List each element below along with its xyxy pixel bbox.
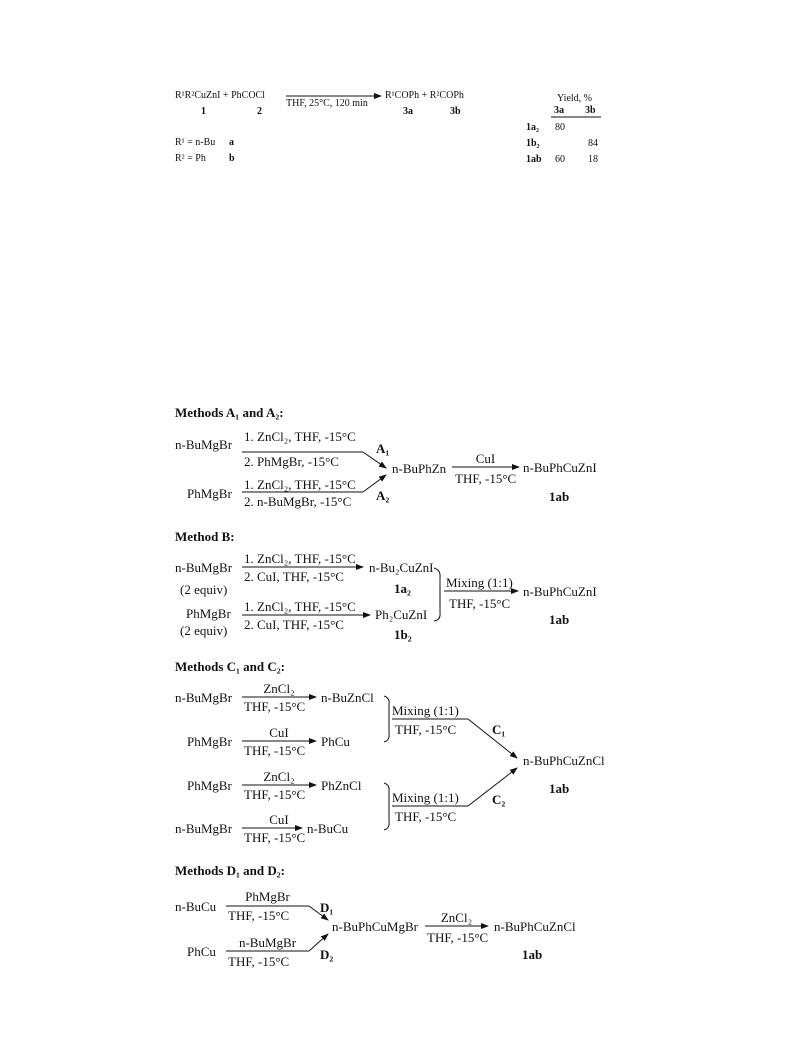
methodA-tag-2: A₂ (376, 488, 390, 503)
methodB-brace (434, 568, 440, 621)
yield-col-3b: 3b (585, 105, 596, 116)
methodD-tag-2: D₂ (320, 947, 334, 962)
methodA-r2-step1: 1. ZnCl₂, THF, -15°C (244, 477, 356, 492)
methodD-r2-reagent: n-BuMgBr (238, 935, 297, 950)
methodD-cond: THF, -15°C (427, 930, 489, 945)
top-conditions: THF, 25°C, 120 min (286, 98, 368, 109)
top-label-2: 2 (257, 106, 262, 117)
methodC-row3-cond: THF, -15°C (244, 787, 306, 802)
yield-row-label: 1ab (526, 154, 542, 165)
def-r1-tag: a (229, 137, 234, 148)
yield-cell: 60 (555, 154, 565, 165)
methodB-reactant-1: n-BuMgBr (175, 560, 233, 575)
methodD-reactant-2: PhCu (187, 944, 216, 959)
top-reactants: R¹R²CuZnI + PhCOCl (175, 90, 265, 101)
methodC-row2-product: PhCu (321, 734, 350, 749)
methodB-r2-step2: 2. CuI, THF, -15°C (244, 617, 344, 632)
methodC-product: n-BuPhCuZnCl (523, 753, 605, 768)
methodD-product: n-BuPhCuZnCl (494, 919, 576, 934)
methodB-product: n-BuPhCuZnI (523, 584, 597, 599)
methodC-heading: Methods C₁ and C₂: (175, 659, 285, 674)
methodC-row4-reagent: CuI (269, 812, 289, 827)
methodC-product-label: 1ab (549, 781, 570, 796)
methodA-conditions: THF, -15°C (455, 471, 517, 486)
methodC-row1-reactant: n-BuMgBr (175, 690, 233, 705)
methodC-brace-upper (384, 696, 389, 742)
methodC-row4-cond: THF, -15°C (244, 830, 306, 845)
methodA-heading: Methods A₁ and A₂: (175, 405, 284, 420)
methodC-mix-lower: Mixing (1:1) (392, 790, 459, 805)
methodD-r2-cond: THF, -15°C (228, 954, 290, 969)
yield-cell: 18 (588, 154, 598, 165)
methodC-mix-upper: Mixing (1:1) (392, 703, 459, 718)
methodC-mix-lower-cond: THF, -15°C (395, 809, 457, 824)
methodD-reactant-1: n-BuCu (175, 899, 217, 914)
methodB-r1-equiv: (2 equiv) (180, 582, 228, 597)
def-r2: R² = Ph (175, 153, 206, 164)
methodA-r2-step2: 2. n-BuMgBr, -15°C (244, 494, 352, 509)
top-label-3a: 3a (403, 106, 413, 117)
methodA-reactant-1: n-BuMgBr (175, 437, 233, 452)
methodB-heading: Method B: (175, 529, 235, 544)
methodA-product-label: 1ab (549, 489, 570, 504)
methodC-brace-lower (384, 783, 389, 830)
methodA-reactant-2: PhMgBr (187, 486, 232, 501)
methodD-intermediate: n-BuPhCuMgBr (332, 919, 418, 934)
methodB-product-2: Ph₂CuZnI (375, 607, 428, 622)
methodB-mix-conditions: THF, -15°C (449, 596, 511, 611)
methodB-product-2-label: 1b₂ (394, 627, 412, 642)
top-products: R¹COPh + R²COPh (385, 90, 464, 101)
methodB-product-1-label: 1a₂ (394, 581, 411, 596)
def-r2-tag: b (229, 153, 235, 164)
top-label-1: 1 (201, 106, 206, 117)
methodC-row2-reagent: CuI (269, 725, 289, 740)
top-label-3b: 3b (450, 106, 461, 117)
methodC-mix-upper-cond: THF, -15°C (395, 722, 457, 737)
methodA-r1-step1: 1. ZnCl₂, THF, -15°C (244, 429, 356, 444)
methodC-tag-2: C₂ (492, 792, 506, 807)
yield-col-3a: 3a (554, 105, 564, 116)
methodD-r1-cond: THF, -15°C (228, 908, 290, 923)
yield-cell: 80 (555, 122, 565, 133)
methodD-heading: Methods D₁ and D₂: (175, 863, 285, 878)
yield-title: Yield, % (557, 93, 592, 104)
methodA-product: n-BuPhCuZnI (523, 460, 597, 475)
methodC-row3-product: PhZnCl (321, 778, 362, 793)
methodC-row3-reactant: PhMgBr (187, 778, 232, 793)
methodB-reactant-2: PhMgBr (186, 606, 231, 621)
methodA-tag-1: A₁ (376, 441, 390, 456)
yield-row-label: 1a₂ (526, 122, 539, 133)
methodB-r2-step1: 1. ZnCl₂, THF, -15°C (244, 599, 356, 614)
methodC-row4-product: n-BuCu (307, 821, 349, 836)
methodB-product-label: 1ab (549, 612, 570, 627)
methodC-tag-1: C₁ (492, 722, 506, 737)
methodB-r2-equiv: (2 equiv) (180, 623, 228, 638)
methodD-tag-1: D₁ (320, 900, 334, 915)
methodD-reagent: ZnCl₂ (440, 910, 473, 925)
def-r1: R¹ = n-Bu (175, 137, 216, 148)
methodC-row4-reactant: n-BuMgBr (175, 821, 233, 836)
methodC-row1-cond: THF, -15°C (244, 699, 306, 714)
methodD-r1-reagent: PhMgBr (245, 889, 290, 904)
methodB-r1-step2: 2. CuI, THF, -15°C (244, 569, 344, 584)
methodB-r1-step1: 1. ZnCl₂, THF, -15°C (244, 551, 356, 566)
yield-cell: 84 (588, 138, 598, 149)
methodC-row1-product: n-BuZnCl (321, 690, 374, 705)
yield-row-label: 1b₂ (526, 138, 540, 149)
methodB-mix: Mixing (1:1) (446, 575, 513, 590)
methodC-row1-reagent: ZnCl₂ (263, 681, 295, 696)
methodD-product-label: 1ab (522, 947, 543, 962)
methodA-r1-step2: 2. PhMgBr, -15°C (244, 454, 339, 469)
methodC-row2-cond: THF, -15°C (244, 743, 306, 758)
methodA-reagent: CuI (475, 451, 496, 466)
methodC-row2-reactant: PhMgBr (187, 734, 232, 749)
methodA-intermediate: n-BuPhZn (392, 461, 447, 476)
methodC-row3-reagent: ZnCl₂ (263, 769, 295, 784)
methodB-product-1: n-Bu₂CuZnI (369, 560, 434, 575)
